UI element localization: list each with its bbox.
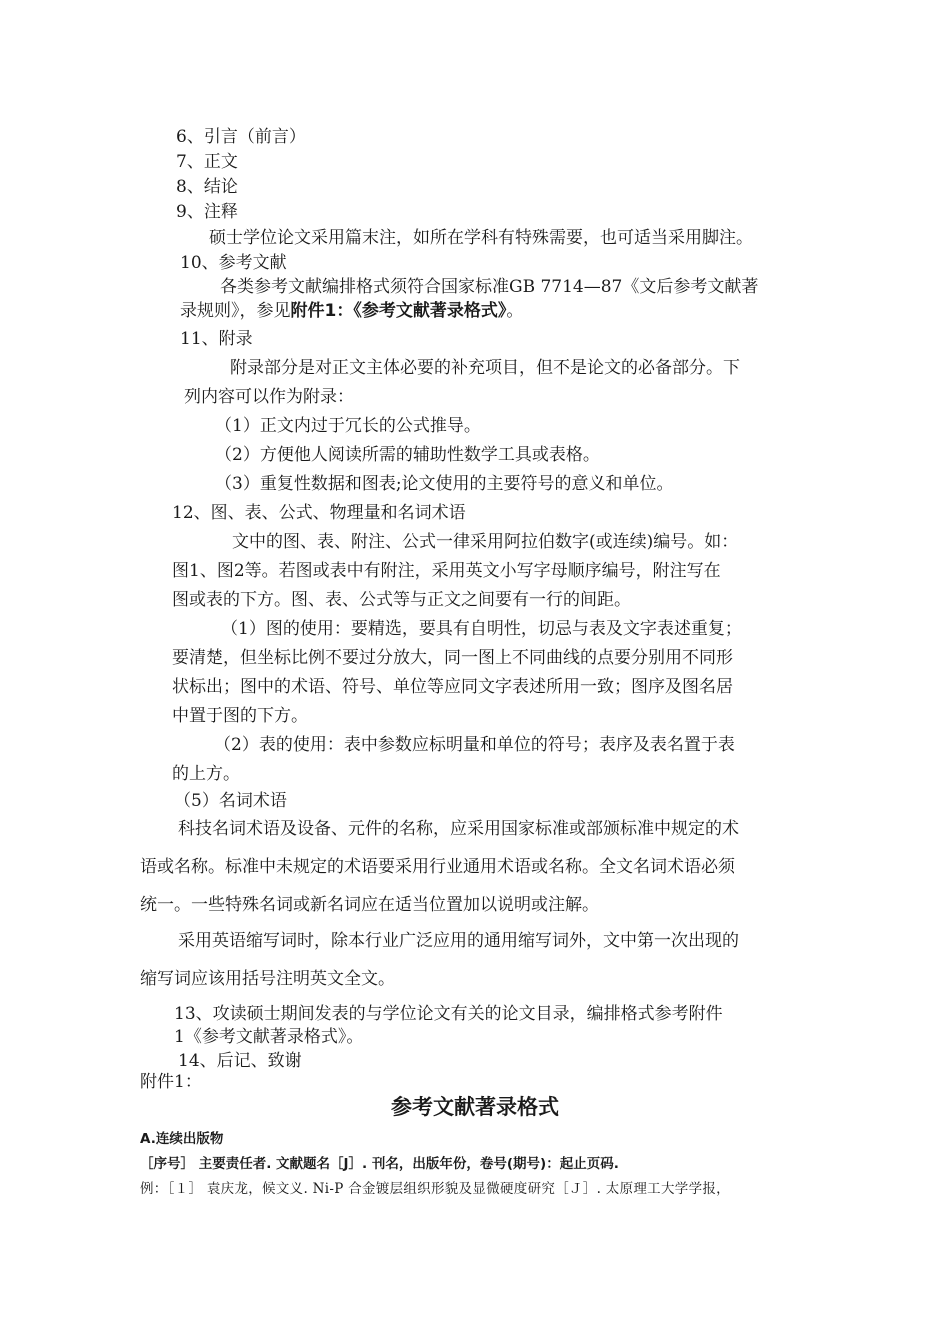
section-12-text-line2: 图1、图2等。若图或表中有附注，采用英文小写字母顺序编号，附注写在 [172, 561, 721, 581]
section-11-heading: 11、附录 [180, 329, 253, 349]
section-a-heading: A.连续出版物 [140, 1131, 224, 1147]
section-12-heading: 12、图、表、公式、物理量和名词术语 [172, 503, 466, 523]
section-12-text-line1: 文中的图、表、附注、公式一律采用阿拉伯数字(或连续)编号。如： [232, 532, 739, 552]
abbreviation-text-line2: 缩写词应该用括号注明英文全文。 [140, 969, 395, 989]
figure-usage-line1: （1）图的使用：要精选，要具有自明性，切忌与表及文字表述重复； [221, 619, 742, 639]
term-text-line1: 科技名词术语及设备、元件的名称，应采用国家标准或部颁标准中规定的术 [178, 819, 739, 839]
term-text-line2: 语或名称。标准中未规定的术语要采用行业通用术语或名称。全文名词术语必须 [140, 857, 735, 877]
section-10-text-suffix: 。 [506, 301, 524, 321]
section-7-heading: 7、正文 [176, 152, 238, 172]
section-11-text-line2: 列内容可以作为附录： [184, 387, 354, 407]
appendix-title: 参考文献著录格式 [391, 1095, 559, 1119]
term-heading: （5）名词术语 [174, 791, 287, 811]
section-14-heading: 14、后记、致谢 [178, 1051, 302, 1071]
section-12-text-line3: 图或表的下方。图、表、公式等与正文之间要有一行的间距。 [172, 590, 631, 610]
abbreviation-text-line1: 采用英语缩写词时，除本行业广泛应用的通用缩写词外，文中第一次出现的 [178, 931, 739, 951]
table-usage-line1: （2）表的使用：表中参数应标明量和单位的符号；表序及表名置于表 [214, 735, 735, 755]
figure-usage-line2: 要清楚，但坐标比例不要过分放大，同一图上不同曲线的点要分别用不同形 [172, 648, 733, 668]
section-11-item-2: （2）方便他人阅读所需的辅助性数学工具或表格。 [215, 445, 600, 465]
section-10-text-line2 [180, 300, 523, 322]
section-10-text-prefix: 录规则》，参见 [180, 301, 291, 321]
section-6-heading: 6、引言（前言） [176, 127, 306, 147]
citation-format: ［序号］ 主要责任者. 文献题名［J］. 刊名，出版年份，卷号(期号)：起止页码. [140, 1156, 619, 1172]
section-9-text: 硕士学位论文采用篇末注，如所在学科有特殊需要，也可适当采用脚注。 [209, 228, 753, 248]
section-11-text-line1: 附录部分是对正文主体必要的补充项目，但不是论文的必备部分。下 [230, 358, 740, 378]
appendix-label: 附件1： [140, 1072, 202, 1092]
section-10-text-line1: 各类参考文献编排格式须符合国家标准GB 7714—87《文后参考文献著 [220, 277, 759, 297]
figure-usage-line4: 中置于图的下方。 [172, 706, 308, 726]
section-10-heading: 10、参考文献 [180, 253, 287, 273]
appendix-1-reference: 附件1：《参考文献著录格式》 [290, 301, 507, 321]
section-11-item-3: （3）重复性数据和图表;论文使用的主要符号的意义和单位。 [215, 474, 674, 494]
section-11-item-1: （1）正文内过于冗长的公式推导。 [215, 416, 481, 436]
term-text-line3: 统一。一些特殊名词或新名词应在适当位置加以说明或注解。 [140, 895, 599, 915]
section-8-heading: 8、结论 [176, 177, 238, 197]
table-usage-line2: 的上方。 [172, 764, 240, 784]
citation-example: 例：［１］ 袁庆龙，候文义. Ni-P 合金镀层组织形貌及显微硬度研究［Ｊ］. 太原理工大学学报， [140, 1181, 730, 1197]
figure-usage-line3: 状标出；图中的术语、符号、单位等应同文字表述所用一致；图序及图名居 [172, 677, 733, 697]
section-13-line1: 13、攻读硕士期间发表的与学位论文有关的论文目录，编排格式参考附件 [174, 1004, 723, 1024]
section-13-line2: 1《参考文献著录格式》。 [174, 1027, 364, 1047]
section-9-heading: 9、注释 [176, 202, 238, 222]
